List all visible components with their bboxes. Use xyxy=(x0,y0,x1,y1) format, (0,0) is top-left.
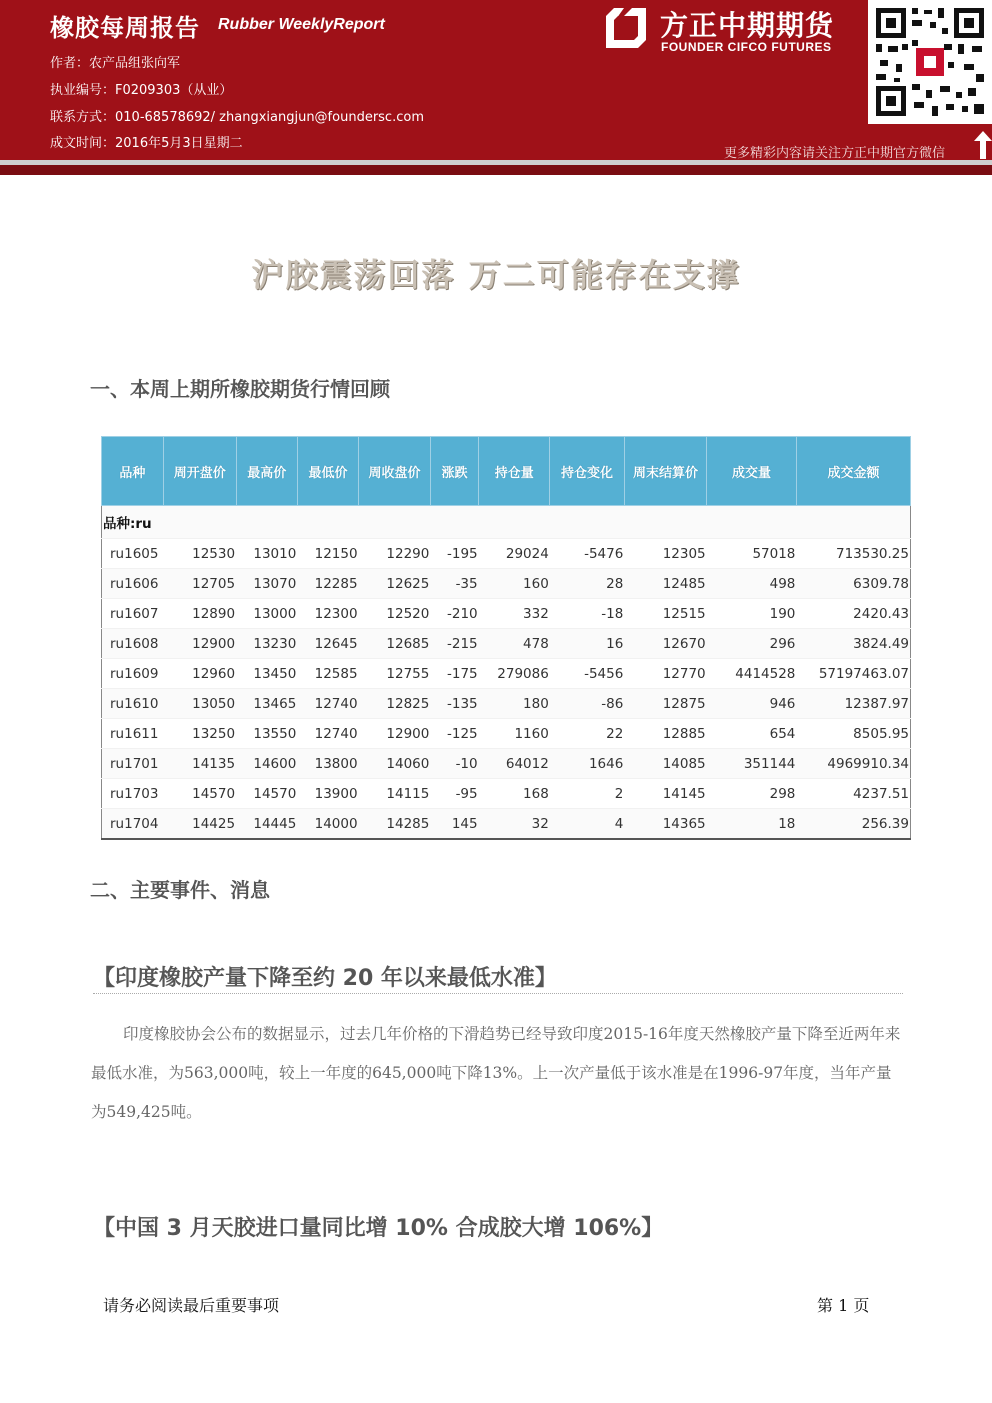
company-name-cn: 方正中期期货 xyxy=(660,9,835,42)
table-cell: 13250 xyxy=(163,719,236,749)
table-cell: 12305 xyxy=(624,539,706,569)
table-cell: 14145 xyxy=(624,779,706,809)
company-logo-icon xyxy=(604,6,648,50)
table-cell: 12755 xyxy=(359,659,431,689)
table-cell: 498 xyxy=(707,569,797,599)
table-cell: -215 xyxy=(430,629,478,659)
table-cell: 12290 xyxy=(359,539,431,569)
table-cell: -95 xyxy=(430,779,478,809)
table-cell: 256.39 xyxy=(796,809,910,840)
table-cell: 14600 xyxy=(236,749,297,779)
table-cell: 32 xyxy=(479,809,550,840)
table-cell: 1160 xyxy=(479,719,550,749)
table-cell: 13550 xyxy=(236,719,297,749)
table-row xyxy=(102,659,911,689)
news-divider xyxy=(93,993,903,994)
table-cell: ru1609 xyxy=(102,659,164,689)
table-cell: 160 xyxy=(479,569,550,599)
table-cell: -18 xyxy=(550,599,625,629)
table-cell: 145 xyxy=(430,809,478,840)
table-cell: 12625 xyxy=(359,569,431,599)
table-cell: 12900 xyxy=(163,629,236,659)
contact-line: 联系方式：010-68578692/ zhangxiangjun@foundersc.com xyxy=(50,110,424,125)
table-cell: 18 xyxy=(707,809,797,840)
table-cell: ru1610 xyxy=(102,689,164,719)
table-cell: ru1703 xyxy=(102,779,164,809)
table-cell: 16 xyxy=(550,629,625,659)
table-cell: 2420.43 xyxy=(796,599,910,629)
table-cell: 12740 xyxy=(297,689,358,719)
table-cell: 13450 xyxy=(236,659,297,689)
column-header: 品种 xyxy=(102,437,164,506)
news-body-india: 印度橡胶协会公布的数据显示，过去几年价格的下滑趋势已经导致印度2015-16年度天然橡胶产量下降至近两年来最低水准，为563,000吨，较上一年度的645,000吨下降13%。上一次产量低于该水准是在1996-97年度，当年产量为549,425吨。 xyxy=(91,1025,901,1121)
section-heading-market-review: 一、本周上期所橡胶期货行情回顾 xyxy=(90,377,390,401)
news-title-india: 【印度橡胶产量下降至约 20 年以来最低水准】 xyxy=(93,966,557,991)
table-group-row xyxy=(102,506,911,539)
table-cell: 12530 xyxy=(163,539,236,569)
table-row xyxy=(102,749,911,779)
table-cell: 12885 xyxy=(624,719,706,749)
table-cell: ru1611 xyxy=(102,719,164,749)
table-cell: 4237.51 xyxy=(796,779,910,809)
footer-notice: 请务必阅读最后重要事项 xyxy=(103,1296,280,1315)
column-header: 成交量 xyxy=(707,437,797,506)
table-cell: 13465 xyxy=(236,689,297,719)
table-cell: 12387.97 xyxy=(796,689,910,719)
column-header: 周开盘价 xyxy=(163,437,236,506)
table-cell: 14570 xyxy=(163,779,236,809)
table-cell: ru1701 xyxy=(102,749,164,779)
table-cell: 13900 xyxy=(297,779,358,809)
table-cell: -210 xyxy=(430,599,478,629)
table-cell: ru1608 xyxy=(102,629,164,659)
table-row xyxy=(102,569,911,599)
table-cell: 4 xyxy=(550,809,625,840)
table-cell: 12900 xyxy=(359,719,431,749)
table-cell: 57018 xyxy=(707,539,797,569)
futures-quote-table xyxy=(101,436,911,840)
table-cell: 3824.49 xyxy=(796,629,910,659)
table-cell: 14445 xyxy=(236,809,297,840)
table-cell: 12685 xyxy=(359,629,431,659)
table-cell: 190 xyxy=(707,599,797,629)
table-cell: 2 xyxy=(550,779,625,809)
author-line: 作者：农产品组张向军 xyxy=(50,56,181,71)
column-header: 成交金额 xyxy=(796,437,910,506)
table-cell: -125 xyxy=(430,719,478,749)
column-header: 涨跌 xyxy=(430,437,478,506)
table-cell: 13800 xyxy=(297,749,358,779)
column-header: 持仓量 xyxy=(479,437,550,506)
table-cell: 180 xyxy=(479,689,550,719)
table-cell: 298 xyxy=(707,779,797,809)
table-cell: 13070 xyxy=(236,569,297,599)
table-cell: 14570 xyxy=(236,779,297,809)
table-cell: 22 xyxy=(550,719,625,749)
table-cell: 12515 xyxy=(624,599,706,629)
table-cell: 29024 xyxy=(479,539,550,569)
table-cell: ru1704 xyxy=(102,809,164,840)
column-header: 最高价 xyxy=(236,437,297,506)
table-cell: 13050 xyxy=(163,689,236,719)
header-divider-dark xyxy=(0,165,992,175)
table-cell: 12670 xyxy=(624,629,706,659)
table-cell: 713530.25 xyxy=(796,539,910,569)
table-cell: -10 xyxy=(430,749,478,779)
table-cell: 13010 xyxy=(236,539,297,569)
table-row xyxy=(102,539,911,569)
table-cell: 12740 xyxy=(297,719,358,749)
table-cell: 14000 xyxy=(297,809,358,840)
qr-code-icon xyxy=(868,0,992,124)
table-cell: 12645 xyxy=(297,629,358,659)
report-title: 橡胶每周报告 xyxy=(50,14,200,42)
table-cell: 12705 xyxy=(163,569,236,599)
table-cell: 6309.78 xyxy=(796,569,910,599)
table-cell: 332 xyxy=(479,599,550,629)
table-cell: 654 xyxy=(707,719,797,749)
table-cell: -5476 xyxy=(550,539,625,569)
table-cell: -86 xyxy=(550,689,625,719)
news-title-china-import: 【中国 3 月天胶进口量同比增 10% 合成胶大增 106%】 xyxy=(93,1216,664,1241)
table-cell: 4414528 xyxy=(707,659,797,689)
table-cell: -35 xyxy=(430,569,478,599)
table-cell: -195 xyxy=(430,539,478,569)
table-cell: 12150 xyxy=(297,539,358,569)
table-cell: 12825 xyxy=(359,689,431,719)
column-header: 持仓变化 xyxy=(550,437,625,506)
table-cell: 57197463.07 xyxy=(796,659,910,689)
table-cell: ru1606 xyxy=(102,569,164,599)
table-cell: 14425 xyxy=(163,809,236,840)
column-header: 周收盘价 xyxy=(359,437,431,506)
table-cell: 12300 xyxy=(297,599,358,629)
table-header-row xyxy=(102,437,911,506)
table-cell: 478 xyxy=(479,629,550,659)
report-main-title: 沪胶震荡回落 万二可能存在支撑 xyxy=(251,256,741,294)
table-cell: 12875 xyxy=(624,689,706,719)
table-cell: 279086 xyxy=(479,659,550,689)
table-cell: 14060 xyxy=(359,749,431,779)
column-header: 周末结算价 xyxy=(624,437,706,506)
table-cell: 946 xyxy=(707,689,797,719)
table-cell: -5456 xyxy=(550,659,625,689)
table-cell: 12520 xyxy=(359,599,431,629)
table-cell: 12485 xyxy=(624,569,706,599)
section-heading-news: 二、主要事件、消息 xyxy=(90,878,270,902)
table-cell: 168 xyxy=(479,779,550,809)
table-cell: 8505.95 xyxy=(796,719,910,749)
follow-wechat-text: 更多精彩内容请关注方正中期官方微信 xyxy=(724,146,946,161)
table-cell: 1646 xyxy=(550,749,625,779)
arrow-up-icon xyxy=(974,131,992,159)
table-cell: ru1607 xyxy=(102,599,164,629)
table-cell: 13230 xyxy=(236,629,297,659)
table-row xyxy=(102,809,911,840)
table-cell: 13000 xyxy=(236,599,297,629)
company-name-en: FOUNDER CIFCO FUTURES xyxy=(661,40,832,54)
table-cell: 64012 xyxy=(479,749,550,779)
table-cell: 28 xyxy=(550,569,625,599)
date-line: 成文时间：2016年5月3日星期二 xyxy=(50,136,243,151)
table-cell: 12285 xyxy=(297,569,358,599)
table-cell: 296 xyxy=(707,629,797,659)
table-cell: 14135 xyxy=(163,749,236,779)
group-label: 品种:ru xyxy=(102,506,911,539)
table-row xyxy=(102,719,911,749)
table-cell: -135 xyxy=(430,689,478,719)
table-cell: 14365 xyxy=(624,809,706,840)
table-cell: 4969910.34 xyxy=(796,749,910,779)
table-cell: ru1605 xyxy=(102,539,164,569)
column-header: 最低价 xyxy=(297,437,358,506)
table-cell: 351144 xyxy=(707,749,797,779)
table-row xyxy=(102,779,911,809)
table-cell: 14285 xyxy=(359,809,431,840)
table-cell: 14115 xyxy=(359,779,431,809)
license-line: 执业编号：F0209303（从业） xyxy=(50,83,233,98)
table-row xyxy=(102,689,911,719)
table-cell: -175 xyxy=(430,659,478,689)
table-cell: 14085 xyxy=(624,749,706,779)
table-row xyxy=(102,599,911,629)
report-subtitle: Rubber WeeklyReport xyxy=(218,16,385,33)
table-cell: 12770 xyxy=(624,659,706,689)
table-cell: 12890 xyxy=(163,599,236,629)
page-number: 第 1 页 xyxy=(817,1296,870,1315)
table-cell: 12585 xyxy=(297,659,358,689)
table-row xyxy=(102,629,911,659)
table-cell: 12960 xyxy=(163,659,236,689)
